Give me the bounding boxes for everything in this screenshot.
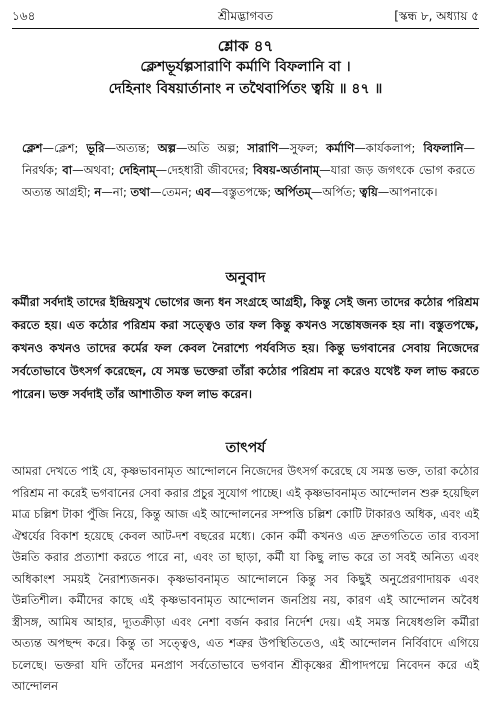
synonym-meaning: —অথবা; <box>72 163 120 177</box>
synonym-meaning: —না; <box>101 185 131 199</box>
synonym-term: বিফলানি <box>423 141 464 155</box>
chapter-reference: [স্কন্ধ ৮, অধ্যায় ৫ <box>394 9 479 23</box>
verse-title: শ্লোক ৪৭ <box>217 37 274 55</box>
purport-text: আমরা দেখতে পাই যে, কৃষ্ণভাবনামৃত আন্দোলনে নিজেদের উৎসর্গ করেছে যে সমস্ত ভক্ত, তারা কঠোর পরিশ্রম না করেই ভগবানের সেবা করার প্রচুর সুযোগ পাচ্ছে। এই কৃষ্ণভাবনামৃত আন্দোলন শুরু হয়েছিল মাত্র চল্লিশ টাকা পুঁজি নিয়ে, কিন্তু আজ এই আন্দোলনের সম্পত্তি চল্লিশ কোটি টাকারও অধিক, এবং এই ঐশ্বর্যের বিকাশ হয়েছে কেবল আট-দশ বছরের মধ্যে। কোন কর্মী কখনও এত দ্রুতগতিতে তার ব্যবসা উন্নতি করার প্রত্যাশা করতে পারে না, এবং তা ছাড়া, কর্মী যা কিছু লাভ করে তা সবই অনিত্য এবং অধিকাংশ সময়ই নৈরাশ্যজনক। কৃষ্ণভাবনামৃত আন্দোলনে কিন্তু সব কিছুই অনুপ্রেরণাদায়ক এবং উন্নতিশীল। কর্মীদের কাছে এই কৃষ্ণভাবনামৃত আন্দোলন জনপ্রিয় নয়, কারণ এই আন্দোলন অবৈধ স্ত্রীসঙ্গ, আমিষ আহার, দ্যূতক্রীড়া এবং নেশা বর্জন করার নির্দেশ দেয়। এই সমস্ত নিষেধগুলি কর্মীরা অত্যন্ত অপছন্দ করে। কিন্তু তা সত্ত্বেও, এত শত্রুর উপস্থিতিতেও, এই আন্দোলন নির্বিবাদে এগিয়ে চলেছে। ভক্তরা যদি তাঁদের মনপ্রাণ সর্বতোভাবে ভগবান শ্রীকৃষ্ণের শ্রীপাদপদ্মে নিবেদন করে এই আন্দোলন <box>12 464 479 693</box>
synonym-meaning: —তেমন; <box>149 185 196 199</box>
synonym-meaning: —অর্পিত; <box>310 185 360 199</box>
synonym-meaning: —অত্যন্ত; <box>104 141 158 155</box>
word-synonyms <box>22 137 475 203</box>
synonym-term: সারাণি <box>247 141 279 155</box>
synonym-meaning: —সুফল; <box>278 141 327 155</box>
running-title: শ্রীমদ্ভাগবত <box>217 9 273 23</box>
header-rule <box>12 28 479 29</box>
purport-title: তাৎপর্য <box>225 440 266 456</box>
page-header <box>12 6 479 28</box>
synonym-term: অর্পিতম্ <box>274 185 311 199</box>
synonym-term: দেহিনাম্ <box>119 163 156 177</box>
synonym-meaning: —দেহধারী জীবদের; <box>155 163 254 177</box>
synonym-term: কর্মাণি <box>326 141 355 155</box>
translation-text: কর্মীরা সর্বদাই তাদের ইন্দ্রিয়সুখ ভোগের জন্য ধন সংগ্রহে আগ্রহী, কিন্তু সেই জন্য তাদের কঠোর পরিশ্রম করতে হয়। এত কঠোর পরিশ্রম করা সত্ত্বেও তার ফল কিন্তু কখনও সন্তোষজনক হয় না। বস্তুতপক্ষে, কখনও কখনও তাদের কর্মের ফল কেবল নৈরাশ্যে পর্যবসিত হয়। কিন্তু ভগবানের সেবায় নিজেদের সর্বতোভাবে উৎসর্গ করেছেন, যে সমস্ত ভক্তেরা তাঁরা কঠোর পরিশ্রম না করেও যথেষ্ট ফল লাভ করতে পারেন। ভক্ত সর্বদাই তাঁর আশাতীত ফল লাভ করেন। <box>12 295 479 401</box>
synonym-meaning: —নিরর্থক; <box>22 141 475 177</box>
translation-title: অনুবাদ <box>225 270 266 286</box>
synonym-meaning: —অতি অল্প; <box>175 141 248 155</box>
synonym-meaning: —কার্যকলাপ; <box>354 141 424 155</box>
page-number: ১৬৪ <box>12 9 36 23</box>
synonym-term: তথা <box>130 185 150 199</box>
synonym-term: এব <box>195 185 211 199</box>
synonym-term: ক্লেশ <box>22 141 43 155</box>
verse-line-1: ক্লেশভূর্যল্পসারাণি কর্মাণি বিফলানি বা । <box>140 59 351 75</box>
synonym-term: বা <box>62 163 73 177</box>
verse-line-2: দেহিনাং বিষয়ার্তানাং ন তথৈবার্পিতং ত্বয়ি ॥ ৪৭ ॥ <box>108 81 383 97</box>
synonym-term: ন <box>94 185 102 199</box>
synonym-term: অল্প <box>157 141 176 155</box>
synonym-term: ভূরি <box>86 141 105 155</box>
synonym-meaning: —ক্লেশ; <box>42 141 87 155</box>
synonym-term: বিষয়-অর্তানাম্ <box>253 163 320 177</box>
verse-block <box>12 36 479 100</box>
synonym-meaning: —যারা জড় জগৎকে ভোগ করতে অত্যন্ত আগ্রহী; <box>22 163 475 199</box>
synonym-meaning: —বস্তুতপক্ষে; <box>210 185 275 199</box>
synonym-meaning: —আপনাকে। <box>377 185 438 199</box>
synonym-term: ত্বয়ি <box>359 185 378 199</box>
